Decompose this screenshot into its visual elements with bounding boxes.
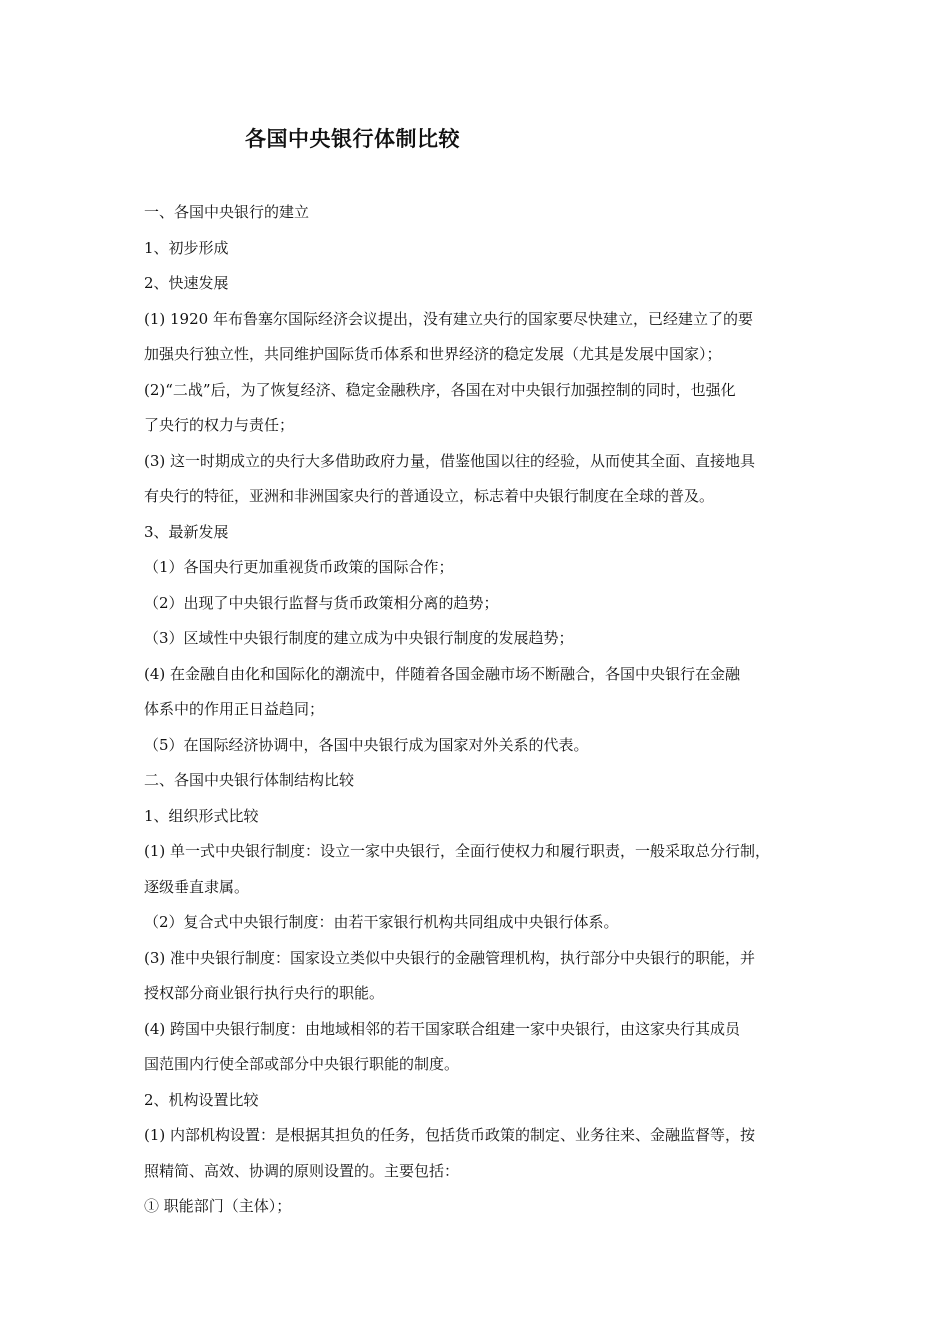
paragraph-line: (4) 在金融自由化和国际化的潮流中，伴随着各国金融市场不断融合，各国中央银行在金融 bbox=[144, 664, 741, 683]
list-item: （5）在国际经济协调中，各国中央银行成为国家对外关系的代表。 bbox=[144, 735, 589, 754]
paragraph-line: (1) 单一式中央银行制度：设立一家中央银行，全面行使权力和履行职责，一般采取总分行制， bbox=[144, 842, 771, 860]
paragraph-line: 国范围内行使全部或部分中央银行职能的制度。 bbox=[144, 1055, 460, 1073]
paragraph-line: 加强央行独立性，共同维护国际货币体系和世界经济的稳定发展（尤其是发展中国家）； bbox=[144, 345, 722, 363]
list-item: （3）区域性中央银行制度的建立成为中央银行制度的发展趋势； bbox=[144, 629, 574, 647]
subsection-heading: 1、初步形成 bbox=[144, 238, 229, 257]
paragraph-line: 有央行的特征，亚洲和非洲国家央行的普通设立，标志着中央银行制度在全球的普及。 bbox=[144, 487, 715, 505]
paragraph-line: 了央行的权力与责任； bbox=[144, 416, 295, 434]
list-item: ① 职能部门（主体）； bbox=[144, 1197, 292, 1215]
document-body bbox=[144, 195, 824, 1225]
document-title: 各国中央银行体制比较 bbox=[245, 126, 460, 151]
section-heading: 一、各国中央银行的建立 bbox=[144, 203, 310, 221]
subsection-heading: 2、快速发展 bbox=[144, 274, 229, 292]
subsection-heading: 3、最新发展 bbox=[144, 522, 229, 541]
paragraph-line: (3) 这一时期成立的央行大多借助政府力量，借鉴他国以往的经验，从而使其全面、直接地具 bbox=[144, 451, 756, 470]
subsection-heading: 1、组织形式比较 bbox=[144, 806, 259, 825]
paragraph-line: 体系中的作用正日益趋同； bbox=[144, 700, 325, 718]
section-heading: 二、各国中央银行体制结构比较 bbox=[144, 771, 355, 789]
list-item: （1）各国央行更加重视货币政策的国际合作； bbox=[144, 558, 454, 576]
paragraph-line: 授权部分商业银行执行央行的职能。 bbox=[144, 984, 385, 1002]
paragraph-line: (1) 内部机构设置：是根据其担负的任务，包括货币政策的制定、业务往来、金融监督等，按 bbox=[144, 1126, 756, 1144]
list-item: （2）出现了中央银行监督与货币政策相分离的趋势； bbox=[144, 593, 499, 612]
list-item: （2）复合式中央银行制度：由若干家银行机构共同组成中央银行体系。 bbox=[144, 913, 619, 931]
paragraph-line: 照精简、高效、协调的原则设置的。主要包括： bbox=[144, 1161, 460, 1180]
paragraph-line: (4) 跨国中央银行制度：由地域相邻的若干国家联合组建一家中央银行，由这家央行其成员 bbox=[144, 1019, 741, 1038]
paragraph-line: (3) 准中央银行制度：国家设立类似中央银行的金融管理机构，执行部分中央银行的职能，并 bbox=[144, 948, 756, 967]
paragraph-line: 逐级垂直隶属。 bbox=[144, 877, 250, 896]
paragraph-line: (1) 1920 年布鲁塞尔国际经济会议提出，没有建立央行的国家要尽快建立，已经建立了的要 bbox=[144, 309, 753, 328]
subsection-heading: 2、机构设置比较 bbox=[144, 1090, 259, 1109]
paragraph-line: (2)“二战”后，为了恢复经济、稳定金融秩序，各国在对中央银行加强控制的同时，也强化 bbox=[144, 380, 736, 399]
